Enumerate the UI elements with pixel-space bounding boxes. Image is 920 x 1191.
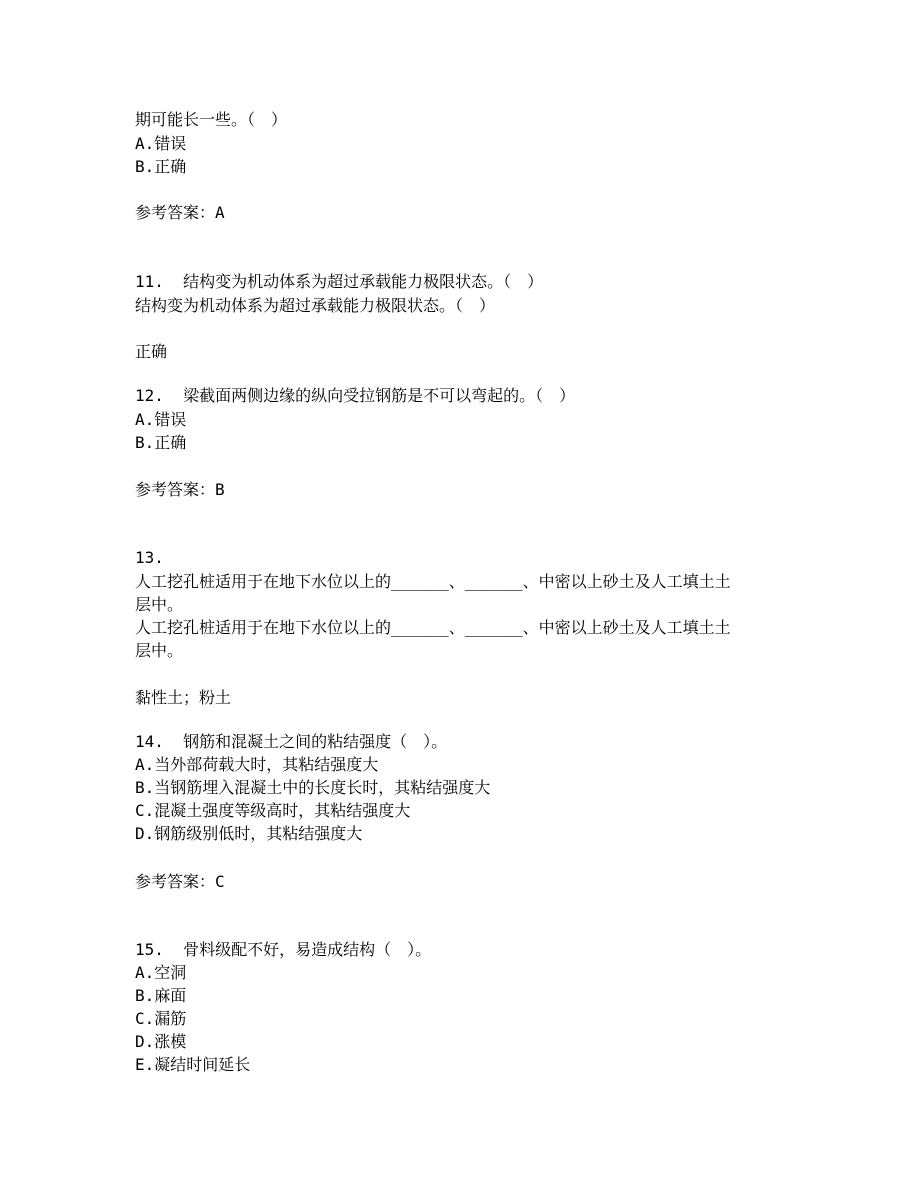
q11-title: 11. 结构变为机动体系为超过承载能力极限状态。（ ）	[135, 272, 544, 291]
q13-line-2: 层中。	[135, 595, 184, 614]
q10-option-a: A.错误	[135, 134, 187, 153]
q13-line-4: 层中。	[135, 641, 184, 660]
q15-option-d: D.涨模	[135, 1032, 187, 1051]
q14-option-b: B.当钢筋埋入混凝土中的长度长时，其粘结强度大	[135, 778, 491, 797]
q13-answer: 黏性土；粉土	[135, 688, 232, 707]
q13-line-1: 人工挖孔桩适用于在地下水位以上的______、______、中密以上砂土及人工填土土	[135, 572, 731, 591]
q12-answer: 参考答案：B	[135, 480, 225, 499]
q12-title: 12. 梁截面两侧边缘的纵向受拉钢筋是不可以弯起的。（ ）	[135, 386, 576, 405]
q13-line-3: 人工挖孔桩适用于在地下水位以上的______、______、中密以上砂土及人工填土土	[135, 618, 731, 637]
q12-option-a: A.错误	[135, 410, 187, 429]
q10-continuation: 期可能长一些。（ ）	[135, 110, 288, 129]
q11-answer: 正确	[135, 342, 168, 361]
q15-option-b: B.麻面	[135, 986, 187, 1005]
q14-option-a: A.当外部荷载大时，其粘结强度大	[135, 755, 379, 774]
q13-number: 13.	[135, 548, 164, 567]
q15-title: 15. 骨料级配不好，易造成结构（ ）。	[135, 940, 432, 959]
q14-option-c: C.混凝土强度等级高时，其粘结强度大	[135, 801, 411, 820]
q15-option-c: C.漏筋	[135, 1009, 187, 1028]
q10-answer: 参考答案：A	[135, 203, 225, 222]
q11-repeat: 结构变为机动体系为超过承载能力极限状态。（ ）	[135, 296, 496, 315]
q10-option-b: B.正确	[135, 157, 187, 176]
q15-option-a: A.空洞	[135, 963, 187, 982]
q14-option-d: D.钢筋级别低时，其粘结强度大	[135, 824, 363, 843]
q12-option-b: B.正确	[135, 433, 187, 452]
q14-title: 14. 钢筋和混凝土之间的粘结强度（ ）。	[135, 732, 448, 751]
q14-answer: 参考答案：C	[135, 872, 225, 891]
q15-option-e: E.凝结时间延长	[135, 1055, 251, 1074]
